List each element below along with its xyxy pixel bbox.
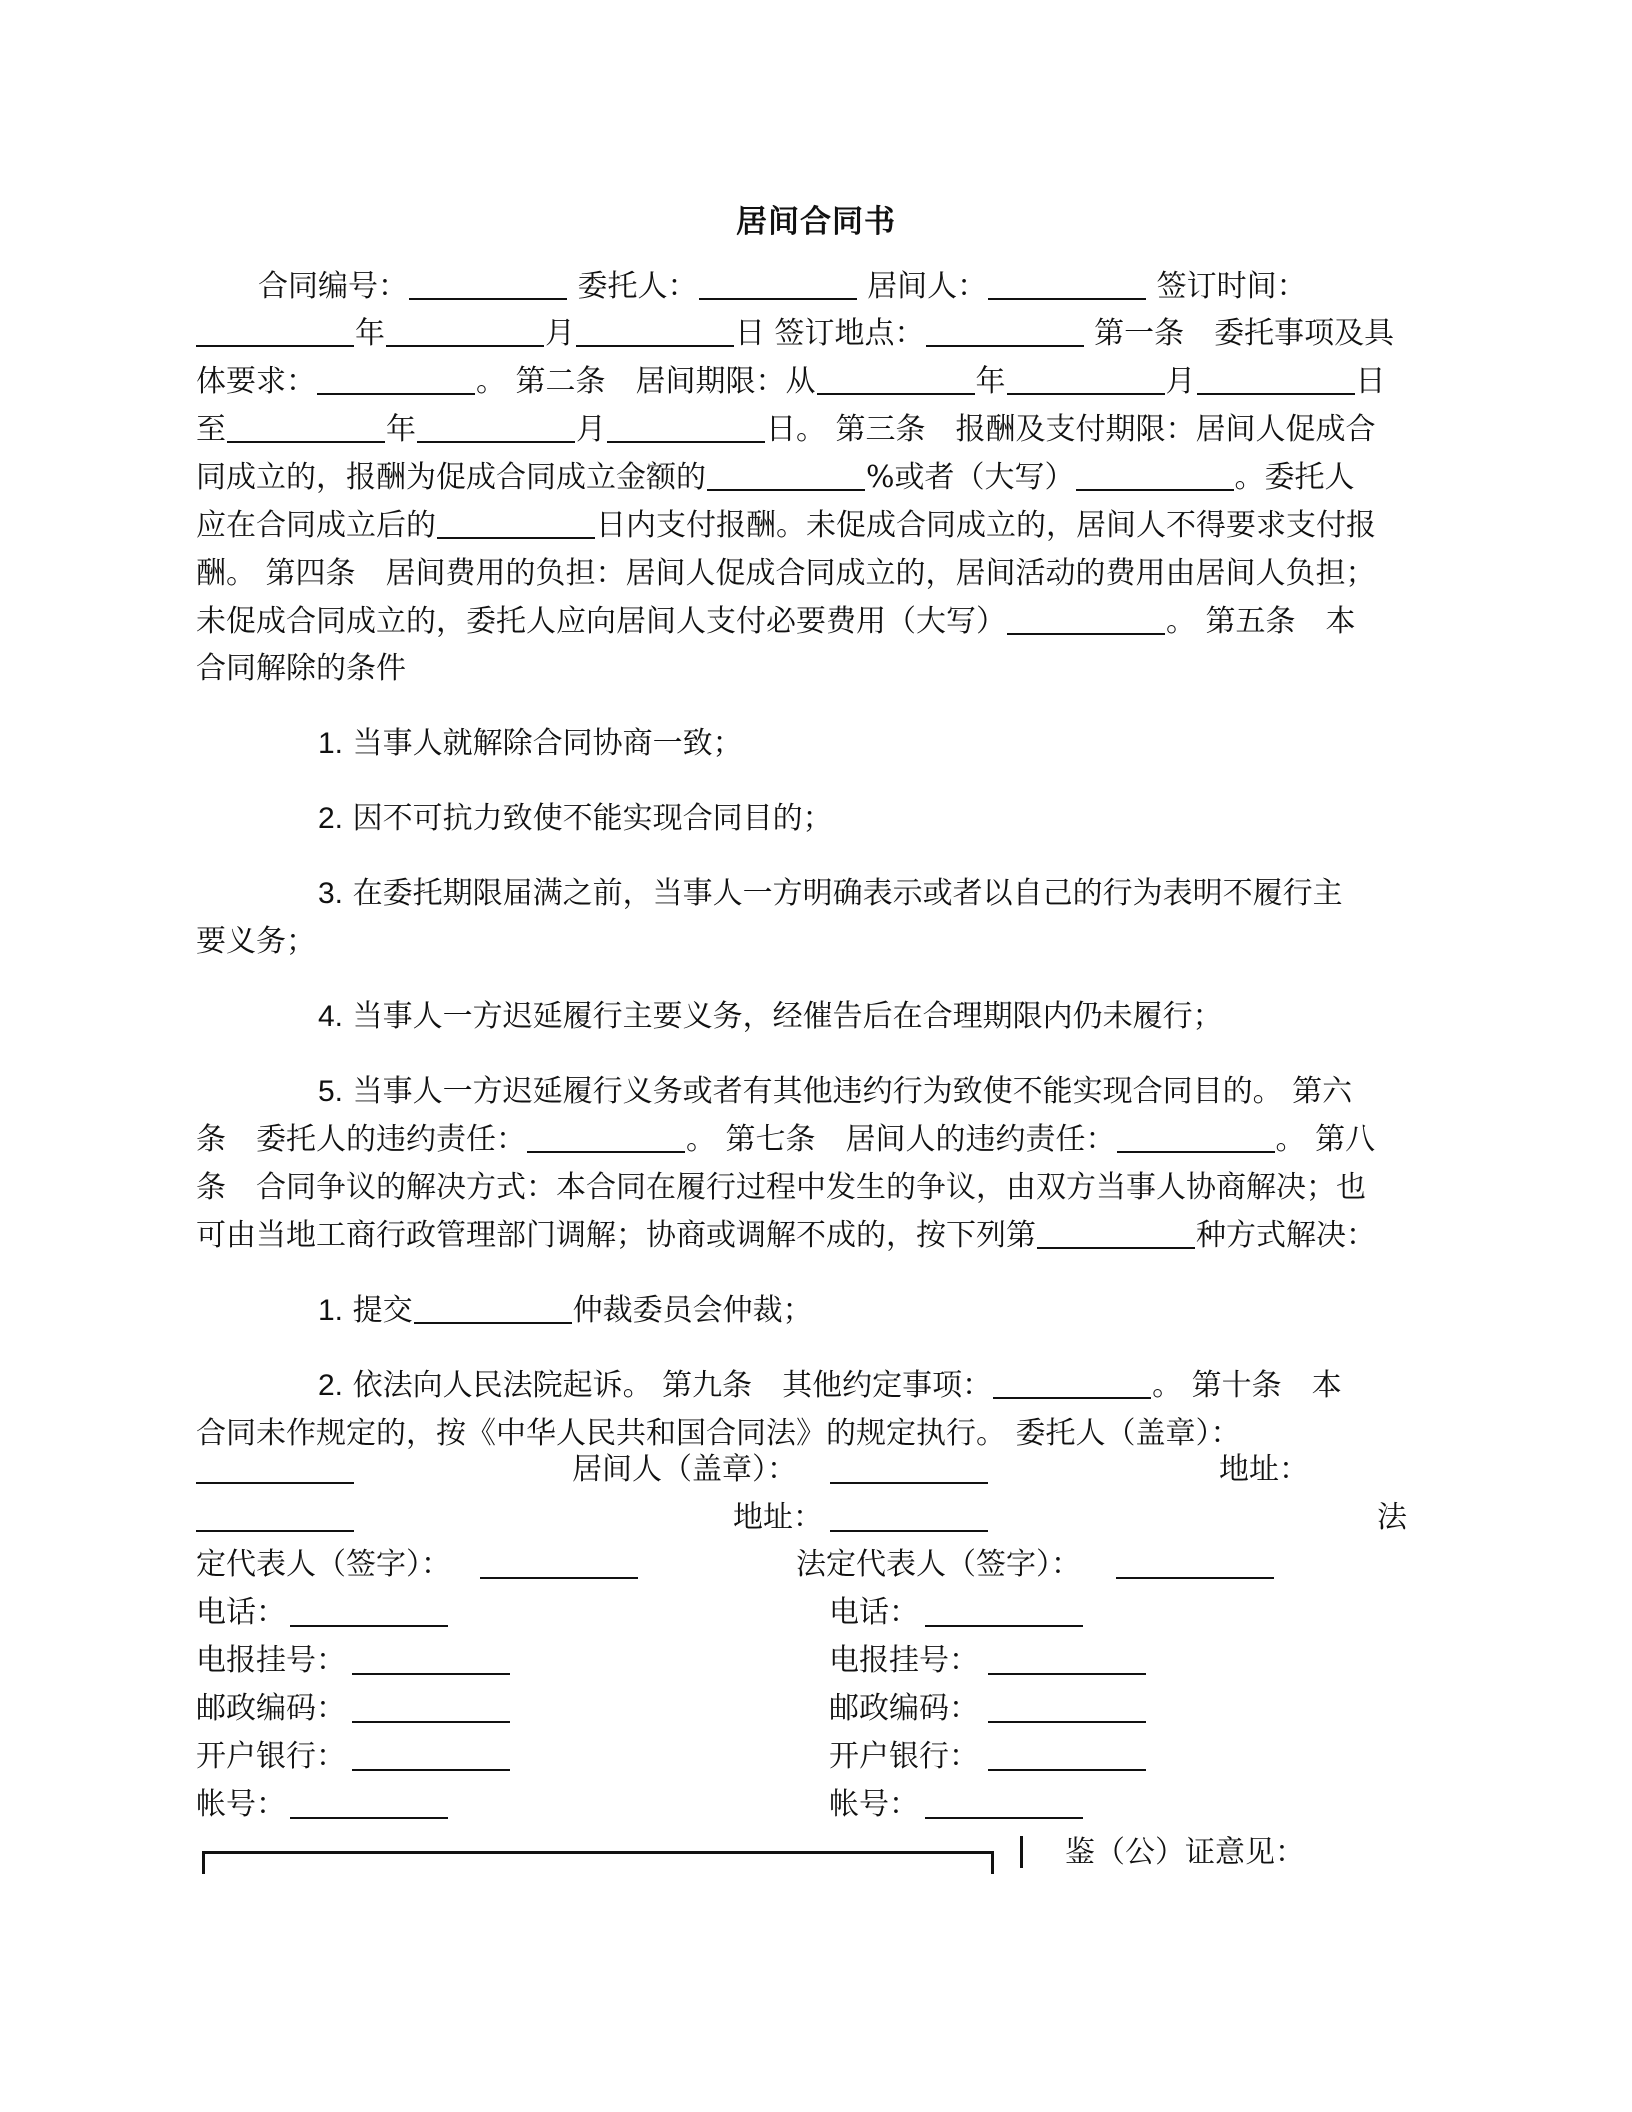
mediator-liability-label: 。 第七条 居间人的违约责任： xyxy=(686,1122,1116,1157)
principal-text: 。委托人 xyxy=(1234,460,1355,495)
articles-6-8-line-1 xyxy=(196,1116,1436,1164)
signing-year-field[interactable] xyxy=(196,315,354,347)
other-matters-field[interactable] xyxy=(993,1367,1151,1399)
to-label: 至 xyxy=(196,412,226,447)
period-end-year-field[interactable] xyxy=(227,411,385,443)
mediator-address-field[interactable] xyxy=(830,1510,988,1532)
articles-6-8-line-2: 条 合同争议的解决方式：本合同在履行过程中发生的争议，由双方当事人协商解决；也 xyxy=(196,1170,1366,1205)
principal-seal-field[interactable] xyxy=(196,1462,354,1484)
period-start-day-field[interactable] xyxy=(1197,363,1355,395)
postcode-label: 邮政编码： xyxy=(829,1691,979,1726)
signing-day-field[interactable] xyxy=(576,315,734,347)
legal-rep-label: 定代表人（签字）： xyxy=(196,1547,451,1582)
contract-header-line-1 xyxy=(196,263,1498,311)
principal-telegraph-field[interactable] xyxy=(352,1653,510,1675)
telegraph-label: 电报挂号： xyxy=(196,1643,346,1678)
mediator-label: 居间人： xyxy=(867,269,988,304)
postcode-label: 邮政编码： xyxy=(196,1691,346,1726)
account-label: 帐号： xyxy=(829,1787,919,1822)
arbitration-label: 提交 xyxy=(352,1293,413,1328)
requirements-field[interactable] xyxy=(317,363,475,395)
notary-opinion-label: 鉴（公）证意见： xyxy=(1065,1835,1305,1870)
percentage-field[interactable] xyxy=(707,459,865,491)
mediator-seal-field[interactable] xyxy=(830,1462,988,1484)
contract-number-label: 合同编号： xyxy=(258,269,408,304)
article-2-heading: 。 第二条 居间期限：从 xyxy=(476,364,816,399)
list-item xyxy=(196,1362,1558,1410)
list-item xyxy=(196,1068,1558,1116)
phone-label: 电话： xyxy=(196,1595,286,1630)
legal-rep-label: 法定代表人（签字）： xyxy=(796,1547,1081,1582)
contract-number-field[interactable] xyxy=(409,268,567,300)
signing-time-label: 签订时间： xyxy=(1156,269,1307,304)
necessary-expenses-field[interactable] xyxy=(1007,603,1165,635)
principal-address-field[interactable] xyxy=(196,1510,354,1532)
period-end-day-field[interactable] xyxy=(607,411,765,443)
contract-header-line-3 xyxy=(196,358,1436,406)
list-item-number: 1. xyxy=(318,727,344,760)
necessary-expenses-text: 未促成合同成立的，委托人应向居间人支付必要费用（大写） xyxy=(196,604,1006,639)
signing-place-label: 日 签订地点： xyxy=(735,316,925,351)
signing-place-field[interactable] xyxy=(926,315,1084,347)
principal-liability-field[interactable] xyxy=(527,1121,685,1153)
contract-header-line-6 xyxy=(196,502,1436,550)
mediator-seal-label: 居间人（盖章）： xyxy=(572,1452,797,1487)
contract-header-line-4 xyxy=(196,406,1436,454)
mediator-account-field[interactable] xyxy=(925,1797,1083,1819)
article-4-line-1: 酬。 第四条 居间费用的负担：居间人促成合同成立的，居间活动的费用由居间人负担； xyxy=(196,556,1376,591)
list-item-number: 1. xyxy=(318,1294,344,1327)
principal-phone-field[interactable] xyxy=(290,1605,448,1627)
articles-6-8-line-3 xyxy=(196,1212,1436,1260)
list-item-number: 4. xyxy=(318,1000,344,1033)
principal-account-field[interactable] xyxy=(290,1797,448,1819)
year-label: 年 xyxy=(386,412,416,447)
address-label: 地址： xyxy=(1219,1452,1309,1487)
arbitration-commission-field[interactable] xyxy=(414,1292,572,1324)
telegraph-label: 电报挂号： xyxy=(829,1643,979,1678)
article-1-heading: 第一条 委托事项及具 xyxy=(1094,316,1395,351)
bank-label: 开户银行： xyxy=(196,1739,346,1774)
account-label: 帐号： xyxy=(196,1787,286,1822)
article-3-heading: 日。 第三条 报酬及支付期限：居间人促成合 xyxy=(766,412,1376,447)
amount-words-field[interactable] xyxy=(1076,459,1234,491)
year-label: 年 xyxy=(355,316,385,351)
dispute-method-text: 可由当地工商行政管理部门调解；协商或调解不成的，按下列第 xyxy=(196,1218,1036,1253)
month-label: 月 xyxy=(545,316,575,351)
divider xyxy=(1020,1836,1023,1868)
list-item-text: 当事人就解除合同协商一致； xyxy=(352,726,743,761)
dispute-method-field[interactable] xyxy=(1037,1217,1195,1249)
period-start-month-field[interactable] xyxy=(1007,363,1165,395)
list-item-continuation: 要义务； xyxy=(196,924,316,959)
legal-rep-prefix: 法 xyxy=(1377,1500,1407,1535)
list-item xyxy=(196,1287,1558,1335)
list-item xyxy=(196,795,1558,843)
remuneration-text: 同成立的，报酬为促成合同成立金额的 xyxy=(196,460,706,495)
article-8-heading: 。 第八 xyxy=(1275,1122,1376,1157)
principal-bank-field[interactable] xyxy=(352,1749,510,1771)
dispute-method-suffix: 种方式解决： xyxy=(1196,1218,1376,1253)
contract-header-line-2 xyxy=(196,310,1436,358)
principal-label: 委托人： xyxy=(577,269,698,304)
signature-box xyxy=(202,1851,994,1874)
article-10-heading: 。 第十条 本 xyxy=(1152,1368,1342,1403)
principal-field[interactable] xyxy=(699,268,857,300)
contract-header-line-5 xyxy=(196,454,1436,502)
mediator-field[interactable] xyxy=(988,268,1146,300)
principal-legal-rep-field[interactable] xyxy=(480,1557,638,1579)
list-item xyxy=(196,993,1558,1041)
month-label: 月 xyxy=(576,412,606,447)
principal-postcode-field[interactable] xyxy=(352,1701,510,1723)
list-item-text: 因不可抗力致使不能实现合同目的； xyxy=(352,801,833,836)
payment-deadline-text: 应在合同成立后的 xyxy=(196,508,436,543)
phone-label: 电话： xyxy=(829,1595,919,1630)
list-item xyxy=(196,720,1558,768)
mediator-telegraph-field[interactable] xyxy=(988,1653,1146,1675)
address-label: 地址： xyxy=(733,1500,823,1535)
mediator-phone-field[interactable] xyxy=(925,1605,1083,1627)
list-item xyxy=(196,870,1558,918)
list-item-number: 5. xyxy=(318,1075,344,1108)
principal-liability-label: 条 委托人的违约责任： xyxy=(196,1122,526,1157)
period-end-month-field[interactable] xyxy=(417,411,575,443)
mediator-liability-field[interactable] xyxy=(1117,1121,1275,1153)
article-4-line-2 xyxy=(196,598,1436,646)
month-label: 月 xyxy=(1165,364,1196,399)
list-item-text: 在委托期限届满之前，当事人一方明确表示或者以自己的行为表明不履行主 xyxy=(352,876,1343,911)
day-label: 日 xyxy=(1355,364,1386,399)
list-item-number: 2. xyxy=(318,802,344,835)
mediator-postcode-field[interactable] xyxy=(988,1701,1146,1723)
list-item-number: 3. xyxy=(318,877,344,910)
mediator-bank-field[interactable] xyxy=(988,1749,1146,1771)
lawsuit-text: 依法向人民法院起诉。 第九条 其他约定事项： xyxy=(352,1368,993,1403)
percent-or-words-label: %或者（大写） xyxy=(866,460,1075,495)
year-label: 年 xyxy=(975,364,1006,399)
list-item-number: 2. xyxy=(318,1369,344,1402)
signing-month-field[interactable] xyxy=(386,315,544,347)
article-10-line: 合同未作规定的，按《中华人民共和国合同法》的规定执行。 委托人（盖章）： xyxy=(196,1416,1241,1451)
mediator-legal-rep-field[interactable] xyxy=(1116,1557,1274,1579)
article-5-line: 合同解除的条件 xyxy=(196,651,406,686)
requirements-label: 体要求： xyxy=(196,364,316,399)
document-title: 居间合同书 xyxy=(736,204,896,240)
payment-days-field[interactable] xyxy=(437,507,595,539)
payment-rule-text: 日内支付报酬。未促成合同成立的，居间人不得要求支付报 xyxy=(596,508,1376,543)
list-item-text: 当事人一方迟延履行义务或者有其他违约行为致使不能实现合同目的。 第六 xyxy=(352,1074,1353,1109)
article-5-heading: 。 第五条 本 xyxy=(1166,604,1356,639)
period-start-year-field[interactable] xyxy=(817,363,975,395)
list-item-text: 当事人一方迟延履行主要义务，经催告后在合理期限内仍未履行； xyxy=(352,999,1223,1034)
bank-label: 开户银行： xyxy=(829,1739,979,1774)
arbitration-suffix: 仲裁委员会仲裁； xyxy=(572,1293,813,1328)
